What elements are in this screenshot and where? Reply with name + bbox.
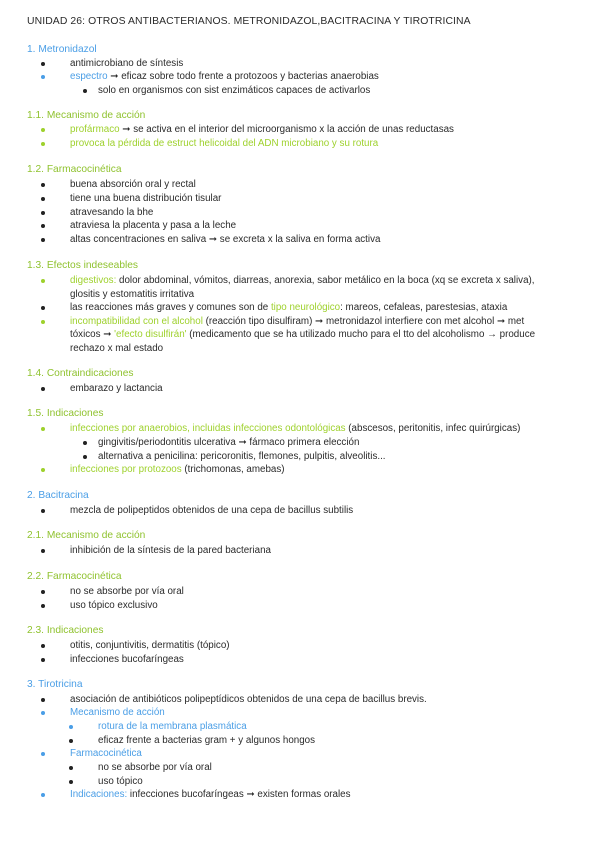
section-heading-contraindicaciones: 1.4. Contraindicaciones [27, 368, 134, 379]
bullet-icon [83, 441, 87, 445]
list-item [70, 274, 535, 288]
section-heading-tirotricina: 3. Tirotricina [27, 679, 83, 690]
list-item: eficaz frente a bacterias gram + y algunos hongos [98, 735, 316, 746]
bullet-icon [41, 590, 45, 594]
keyword-disulfiran: 'efecto disulfirán' [114, 329, 187, 340]
list-item: solo en organismos con sist enzimáticos capaces de activarlos [98, 85, 371, 96]
list-item: no se absorbe por vía oral [70, 586, 184, 597]
list-item [70, 123, 454, 137]
list-item-text: ➞ se activa en el interior del microorganismo x la acción de unas reductasas [119, 124, 454, 135]
bullet-icon [41, 238, 45, 242]
bullet-icon [41, 658, 45, 662]
bullet-icon [41, 197, 45, 201]
list-item: tiene una buena distribución tisular [70, 193, 222, 204]
bullet-icon [41, 644, 45, 648]
bullet-icon [41, 183, 45, 187]
list-item: mezcla de polipeptidos obtenidos de una cepa de bacillus subtilis [70, 505, 354, 516]
list-item: embarazo y lactancia [70, 383, 163, 394]
bullet-icon [69, 725, 73, 729]
list-item [70, 315, 524, 329]
list-item [70, 463, 285, 477]
bullet-icon [41, 468, 45, 472]
section-heading-farmacocinetica-2: 2.2. Farmacocinética [27, 571, 122, 582]
bullet-icon [41, 224, 45, 228]
list-item: no se absorbe por vía oral [98, 762, 212, 773]
bullet-icon [41, 62, 45, 66]
list-item-text: (reacción tipo disulfiram) ➞ metronidazol interfiere con met alcohol ➞ met [202, 316, 525, 327]
bullet-icon [41, 279, 45, 283]
list-item: gingivitis/periodontitis ulcerativa ➞ fármaco primera elección [98, 437, 360, 448]
list-item-continuation [70, 328, 535, 342]
list-item: Mecanismo de acción [70, 707, 165, 718]
list-item-continuation: rechazo x mal estado [70, 343, 164, 354]
bullet-icon [69, 739, 73, 743]
list-item: alternativa a penicilina: pericoronitis, flemones, pulpitis, alveolitis... [98, 451, 386, 462]
list-item [70, 788, 351, 802]
list-item: uso tópico [98, 776, 143, 787]
list-item: provoca la pérdida de estruct helicoidal del ADN microbiano y su rotura [70, 138, 379, 149]
bullet-icon [41, 604, 45, 608]
keyword-neurologico: tipo neurológico [270, 302, 341, 313]
list-item-text: tóxicos ➞ [70, 329, 115, 340]
list-item-text: las reacciones más graves y comunes son de [70, 302, 271, 313]
bullet-icon [83, 455, 87, 459]
bullet-icon [69, 766, 73, 770]
list-item: Farmacocinética [70, 748, 142, 759]
keyword-protozoos: infecciones por protozoos [70, 464, 182, 475]
list-item-text: : mareos, cefaleas, parestesias, ataxia [340, 302, 508, 313]
bullet-icon [41, 793, 45, 797]
bullet-icon [41, 711, 45, 715]
list-item [70, 301, 507, 315]
page-title: UNIDAD 26: OTROS ANTIBACTERIANOS. METRONIDAZOL,BACITRACINA Y TIROTRICINA [27, 16, 471, 27]
bullet-icon [41, 427, 45, 431]
bullet-icon [41, 128, 45, 132]
section-heading-indicaciones-2: 2.3. Indicaciones [27, 625, 104, 636]
list-item-continuation: glositis y estomatitis irritativa [70, 289, 195, 300]
list-item: altas concentraciones en saliva ➞ se excreta x la saliva en forma activa [70, 234, 381, 245]
section-heading-farmacocinetica: 1.2. Farmacocinética [27, 164, 122, 175]
list-item: infecciones bucofaríngeas [70, 654, 184, 665]
keyword-digestivos: digestivos: [70, 275, 117, 286]
section-heading-bacitracina: 2. Bacitracina [27, 490, 89, 501]
section-heading-indicaciones: 1.5. Indicaciones [27, 408, 104, 419]
bullet-icon [41, 211, 45, 215]
keyword-profarmaco: profármaco [70, 124, 120, 135]
bullet-icon [41, 387, 45, 391]
bullet-icon [69, 780, 73, 784]
list-item-text: ➞ eficaz sobre todo frente a protozoos y bacterias anaerobias [107, 71, 379, 82]
list-item: asociación de antibióticos polipeptídicos obtenidos de una cepa de bacillus brevis. [70, 694, 427, 705]
section-heading-mecanismo: 1.1. Mecanismo de acción [27, 110, 146, 121]
section-heading-efectos: 1.3. Efectos indeseables [27, 260, 139, 271]
list-item: atraviesa la placenta y pasa a la leche [70, 220, 237, 231]
list-item: atravesando la bhe [70, 207, 154, 218]
list-item-text: (abscesos, peritonitis, infec quirúrgicas) [345, 423, 521, 434]
bullet-icon [41, 698, 45, 702]
list-item-text: (trichomonas, amebas) [181, 464, 285, 475]
list-item-text: dolor abdominal, vómitos, diarreas, anorexia, sabor metálico en la boca (xq se excreta x saliva), [116, 275, 535, 286]
list-item-text: infecciones bucofaríngeas ➞ existen formas orales [127, 789, 351, 800]
list-item-text: (medicamento que se ha utilizado mucho para el tto del alcoholismo → produce [186, 329, 536, 340]
bullet-icon [41, 509, 45, 513]
bullet-icon [41, 142, 45, 146]
section-heading-metronidazol: 1. Metronidazol [27, 44, 97, 55]
bullet-icon [83, 89, 87, 93]
list-item: rotura de la membrana plasmática [98, 721, 247, 732]
keyword-alcohol: incompatibilidad con el alcohol [70, 316, 203, 327]
list-item: antimicrobiano de síntesis [70, 58, 184, 69]
keyword-anaerobios: infecciones por anaerobios, incluidas infecciones odontológicas [70, 423, 346, 434]
bullet-icon [41, 306, 45, 310]
bullet-icon [41, 752, 45, 756]
list-item [70, 70, 379, 84]
list-item: inhibición de la síntesis de la pared bacteriana [70, 545, 271, 556]
bullet-icon [41, 549, 45, 553]
section-heading-mecanismo-2: 2.1. Mecanismo de acción [27, 530, 146, 541]
keyword-indicaciones: Indicaciones: [70, 789, 128, 800]
bullet-icon [41, 75, 45, 79]
keyword-espectro: espectro [70, 71, 108, 82]
list-item: buena absorción oral y rectal [70, 179, 196, 190]
bullet-icon [41, 320, 45, 324]
list-item [70, 422, 520, 436]
list-item: uso tópico exclusivo [70, 600, 158, 611]
list-item: otitis, conjuntivitis, dermatitis (tópico) [70, 640, 230, 651]
